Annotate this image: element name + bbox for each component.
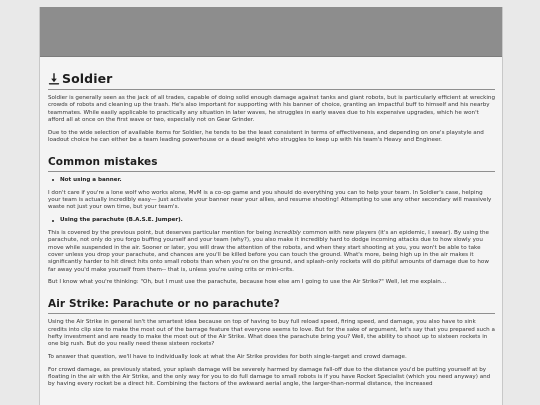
intro-paragraph-2: Due to the wide selection of available items for Soldier, he tends to be the least consistent in terms of effectiveness, and depending on one's playstyle and loadout choice he can either be a team leading powerhouse or a dead weight who struggles to keep up with his team's Heavy and Engineer. xyxy=(48,129,484,143)
air-strike-divider xyxy=(48,313,495,314)
page xyxy=(39,7,503,405)
title-divider xyxy=(48,89,495,90)
common-mistakes-divider xyxy=(48,171,495,172)
list-item xyxy=(52,217,495,224)
page-title-text: Soldier xyxy=(62,71,113,86)
list-item xyxy=(52,177,495,184)
mistakes-closing: But I know what you're thinking: "Oh, but I must use the parachute, because how else am I going to use the Air Strike?" Well, let me explain... xyxy=(48,279,447,286)
mistake-title-banner: Not using a banner. xyxy=(60,176,122,183)
bullet-icon xyxy=(52,220,54,222)
page-title xyxy=(48,71,495,86)
header-banner xyxy=(40,7,502,57)
air-strike-heading: Air Strike: Parachute or no parachute? xyxy=(48,298,280,311)
common-mistakes-heading: Common mistakes xyxy=(48,155,158,168)
air-strike-paragraph-2: To answer that question, we'll have to individually look at what the Air Strike provides for both single-target and crowd damage. xyxy=(48,353,407,360)
intro-paragraph-1: Soldier is generally seen as the jack of all trades, capable of doing solid enough damage against tanks and giant robots, but is particularly efficient at wrecking crowds of robots and cleaning up the trash. He's also important for supporting with his banner of choice, granting an impactful buff to himself and his nearby teammates. While easily applicable to practically any situation in later waves, he struggles in early waves due to his expensive upgrades, which he won't afford all at once on the first wave or two, especially not on Gear Grinder. xyxy=(48,95,496,123)
article-content xyxy=(40,57,502,389)
mistake-title-parachute: Using the parachute (B.A.S.E. Jumper). xyxy=(60,217,183,224)
air-strike-paragraph-1: Using the Air Strike in general isn't the smartest idea because on top of having to buy full reload speed, firing speed, and damage, you also have to sink credits into clip size to make the most out of the barrage feature that everyone seems to love. But for the sake of argument, let's say that you prepared such a hefty investment and are ready to make the most out of the Air Strike. What does the parachute bring you? Well, the ability to shoot up to sixteen rockets in one big rush. But do you really need these sixteen rockets? xyxy=(48,319,495,348)
air-strike-paragraph-3: For crowd damage, as previously stated, your splash damage will be severely harmed by damage fall-off due to the distance you'd be putting yourself at by floating in the air with the Air Strike, and the only way for you to do full damage to small robots is if you have Rocket Specialist (which you need anyway) and by having every rocket be a direct hit. Combining the factors of the awkward aerial angle, the larger-than-normal distance, the increased xyxy=(48,366,491,388)
bullet-icon xyxy=(52,179,54,181)
soldier-shovel-icon xyxy=(48,73,60,85)
mistake-text-parachute: This is covered by the previous point, but deserves particular mention for being incredibly common with new players (it's an epidemic, I swear). By using the parachute, not only do you forgo buffing yourself and your team (why?), you also make it incredibly hard to dodge incoming attacks due to how slowly you move while suspended in the air. Sooner or later, you will draw the attention of the robots, and when they start shooting at you, you won't be able to take cover unless you drop your parachute, and chances are you'll be killed before you can touch the ground. What's more, being high up in the air makes it significantly harder to hit direct hits onto small robots than when you're on the ground, and splash-only rockets will do pitiful amounts of damage due to how far away you'd make yourself from them-- that is, unless you're using crits or mini-crits. xyxy=(48,230,489,273)
mistake-text-banner: I don't care if you're a lone wolf who works alone, MvM is a co-op game and you should do everything you can to help your team. In Soldier's case, helping your team is actually incredibly easy— just activate your banner near your allies, and resume shooting! Attempting to use any other secondary will massively waste not just your own time, but your team's. xyxy=(48,189,492,211)
